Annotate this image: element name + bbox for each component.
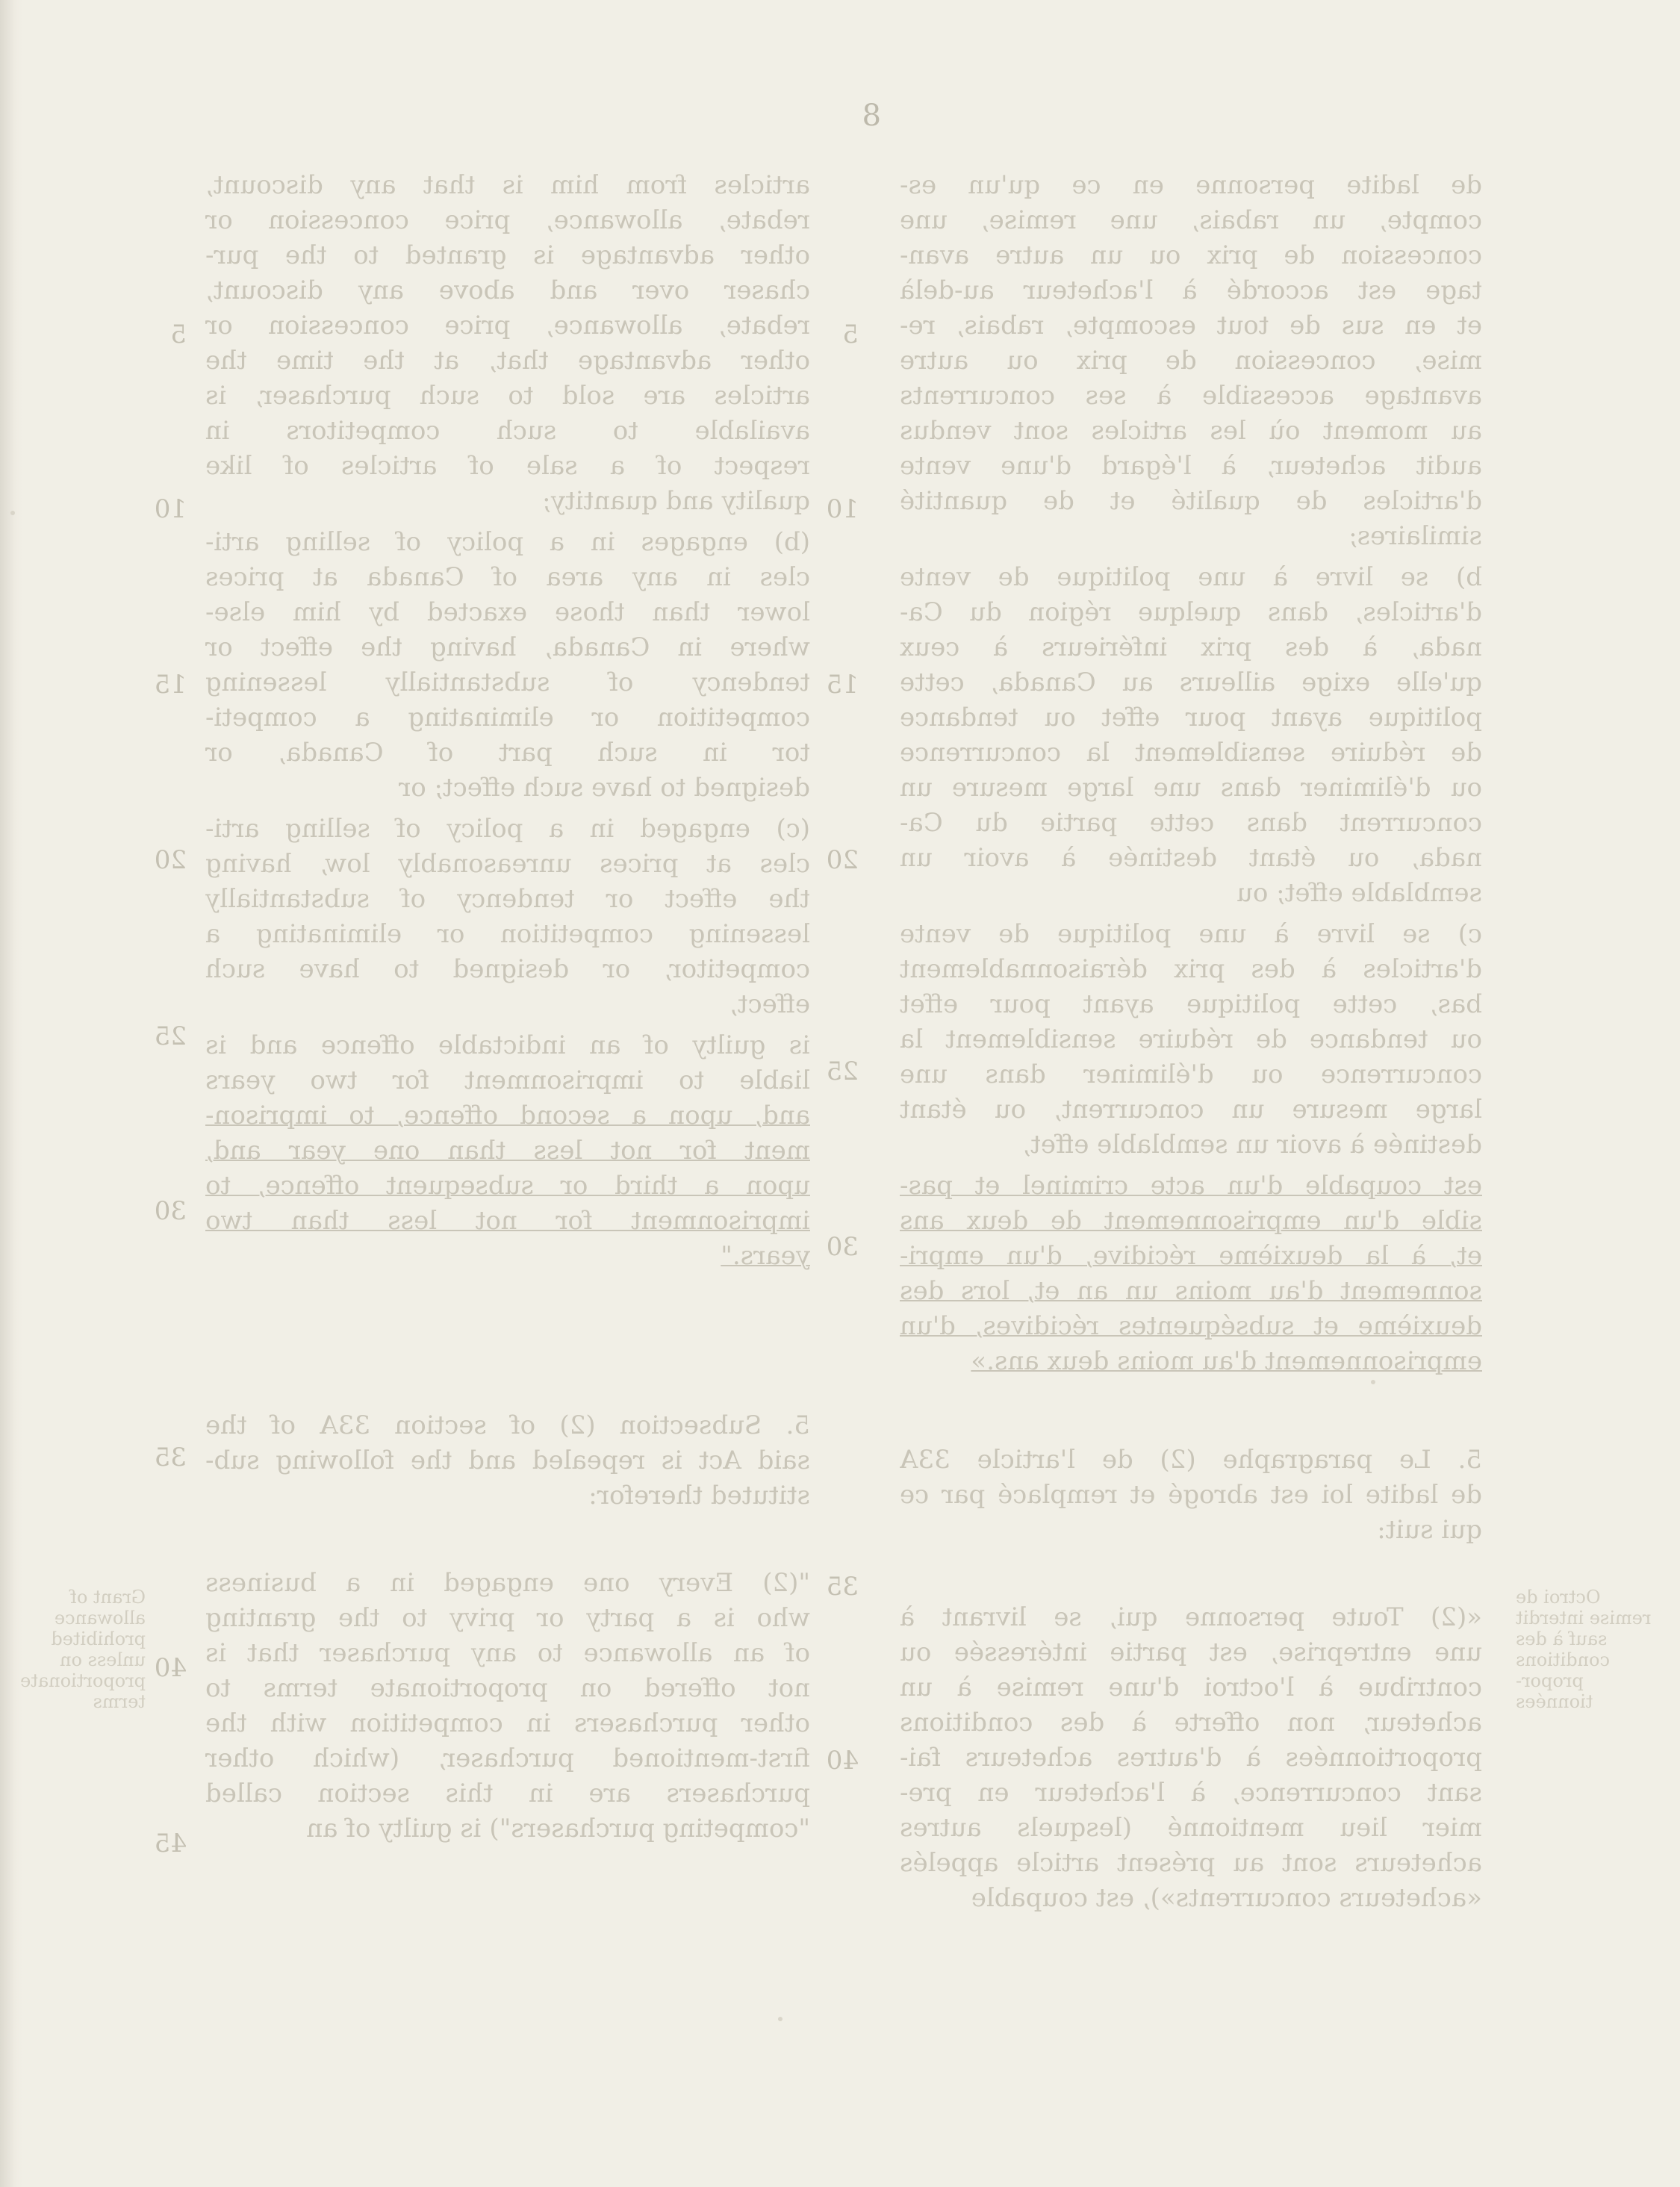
english-margin-note: Grant of allowance prohibited unless on proportionate terms (20, 1587, 146, 1712)
text-line: bas, cette politique ayant pour effet (900, 989, 1482, 1019)
text-line: acheteur, non offerte à des conditions (900, 1708, 1482, 1738)
text-line: «acheteurs concurrents»), est coupable (971, 1883, 1482, 1913)
text-line: nada, ou étant destinée à avoir un (900, 843, 1482, 873)
text-line: similaires; (1348, 521, 1482, 551)
text-line: cles in any area of Canada at prices (205, 562, 810, 592)
text-line: competitor, or designed to have such (205, 954, 810, 984)
text-line: de ladite personne en ce qu'un es- (900, 170, 1482, 200)
line-number: 40 (826, 1746, 859, 1776)
text-line: first-mentioned purchaser, (which other (205, 1743, 810, 1773)
text-line: ou d'éliminer dans une large mesure un (900, 773, 1482, 803)
line-number: 45 (154, 1829, 187, 1858)
text-line: mier lieu mentionné (lesquels autres (900, 1813, 1482, 1843)
line-number: 35 (826, 1572, 859, 1602)
text-line: upon a third or subsequent offence, to (205, 1171, 810, 1201)
text-line: 5. Subsection (2) of section 33A of the (205, 1410, 810, 1440)
speck (1371, 1380, 1375, 1384)
text-line: is guilty of an indictable offence and is (205, 1030, 810, 1060)
text-line: (c) engaged in a policy of selling arti- (205, 814, 810, 844)
text-line: ment for not less than one year and, (205, 1136, 810, 1166)
text-line: est coupable d'un acte criminel et pas- (900, 1171, 1482, 1201)
text-line: said Act is repealed and the following sub- (205, 1446, 810, 1475)
text-line: qu'elle exige ailleurs au Canada, cette (900, 668, 1482, 697)
text-line: et, à la deuxième récidive, d'un empri- (900, 1241, 1482, 1271)
line-number: 15 (826, 670, 859, 700)
text-line: designed to have such effect; or (399, 773, 810, 803)
text-line: imprisonment for not less than two (205, 1206, 810, 1236)
text-line: mise, concession de prix ou autre (900, 346, 1482, 376)
line-number: 25 (154, 1021, 187, 1051)
french-margin-note: Octroi de remise interdit sauf à des conditions propor-tionnées (1516, 1587, 1652, 1712)
text-line: stituted therefor: (588, 1481, 810, 1511)
line-number: 30 (154, 1196, 187, 1226)
text-line: sible d'un emprisonnement de deux ans (900, 1206, 1482, 1236)
text-line: au moment où les articles sont vendus (900, 416, 1482, 446)
text-line: qui suit: (1377, 1515, 1482, 1545)
speck (10, 511, 15, 515)
text-line: "(2) Every one engaged in a business (205, 1568, 810, 1598)
english-text-column (205, 168, 810, 1847)
french-text-column (900, 168, 1482, 1916)
text-line: of an allowance to any purchaser that is (205, 1638, 810, 1668)
text-line: 5. Le paragraphe (2) de l'article 33A (900, 1445, 1482, 1475)
line-number: 5 (170, 320, 187, 349)
text-line: and, upon a second offence, to imprison- (205, 1101, 810, 1130)
text-line: tage est accordé à l'acheteur au-delà (900, 276, 1482, 305)
line-number: 25 (826, 1057, 859, 1086)
text-line: liable to imprisonment for two years (205, 1065, 810, 1095)
text-line: articles from him is that any discount, (205, 170, 810, 200)
text-line: effect, (729, 989, 810, 1019)
text-line: the effect or tendency of substantially (205, 884, 810, 914)
text-line: emprisonnement d'au moins deux ans.» (971, 1346, 1482, 1376)
text-line: "competing purchasers") is guilty of an (306, 1814, 810, 1844)
text-line: avantage accessible à ses concurrents (900, 381, 1482, 411)
text-line: quality and quantity; (542, 486, 810, 516)
text-line: other advantage is granted to the pur- (205, 240, 810, 270)
text-line: acheteurs sont au présent article appelés (900, 1848, 1482, 1878)
line-number: 20 (826, 845, 859, 875)
text-line: b) se livre à une politique de vente (900, 562, 1482, 592)
text-line: respect of a sale of articles of like (205, 451, 810, 481)
line-number: 40 (154, 1653, 187, 1683)
text-line: c) se livre à une politique de vente (900, 919, 1482, 949)
text-line: lower than those exacted by him else- (205, 597, 810, 627)
text-line: other purchasers in competition with the (205, 1708, 810, 1738)
text-line: other advantage that, at the time the (205, 346, 810, 376)
page-number: 8 (862, 99, 881, 133)
text-line: une entreprise, est partie intéressée ou (900, 1637, 1482, 1667)
text-line: competition or eliminating a competi- (205, 703, 810, 732)
text-line: sant concurrence, à l'acheteur en pre- (900, 1778, 1482, 1808)
speck (778, 2017, 783, 2021)
text-line: et en sus de tout escompte, rabais, re- (900, 311, 1482, 340)
line-number: 35 (154, 1443, 187, 1472)
text-line: lessening competition or eliminating a (205, 919, 810, 949)
text-line: contribue à l'octroi d'une remise à un (900, 1673, 1482, 1702)
text-line: sonnement d'au moins un an et, lors des (900, 1276, 1482, 1306)
text-line: articles are sold to such purchaser, is (205, 381, 810, 411)
text-line: compte, un rabais, une remise, une (900, 205, 1482, 235)
text-line: de réduire sensiblement la concurrence (900, 738, 1482, 768)
line-number: 10 (826, 494, 859, 524)
text-line: cles at prices unreasonably low, having (205, 849, 810, 879)
text-line: not offered on proportionate terms to (205, 1673, 810, 1703)
text-line: years." (721, 1241, 810, 1271)
text-line: «(2) Toute personne qui, se livrant à (900, 1602, 1482, 1632)
text-line: concession de prix ou un autre avan- (900, 240, 1482, 270)
text-line: concurrence ou d'éliminer dans une (900, 1060, 1482, 1089)
text-line: large mesure un concurrent, ou étant (900, 1095, 1482, 1124)
text-line: purchasers are in this section called (205, 1779, 810, 1808)
text-line: deuxième et subséquentes récidives, d'un (900, 1311, 1482, 1341)
text-line: available to such competitors in (205, 416, 810, 446)
text-line: d'articles à des prix déraisonnablement (900, 954, 1482, 984)
line-number: 10 (154, 494, 187, 524)
text-line: proportionnées à d'autres acheteurs fai- (900, 1743, 1482, 1773)
text-line: nada, à des prix inférieurs à ceux (900, 632, 1482, 662)
line-number: 5 (842, 320, 859, 349)
text-line: concurrent dans cette partie du Ca- (900, 808, 1482, 838)
text-line: tor in such part of Canada, or (205, 738, 810, 768)
text-line: who is a party or privy to the granting (205, 1603, 810, 1633)
text-line: semblable effet; ou (1236, 878, 1482, 908)
text-line: destinée à avoir un semblable effet, (1022, 1130, 1482, 1160)
text-line: de ladite loi est abrogé et remplacé par ce (900, 1480, 1482, 1510)
text-line: chaser over and above any discount, (205, 276, 810, 305)
text-line: where in Canada, having the effect or (205, 632, 810, 662)
text-line: politique ayant pour effet ou tendance (900, 703, 1482, 732)
text-line: d'articles de qualité et de quantité (900, 486, 1482, 516)
line-number: 20 (154, 845, 187, 875)
text-line: (b) engages in a policy of selling arti- (205, 527, 810, 557)
text-line: ou tendance de réduire sensiblement la (900, 1024, 1482, 1054)
text-line: rebate, allowance, price concession or (205, 311, 810, 340)
text-line: d'articles, dans quelque région du Ca- (900, 597, 1482, 627)
text-line: audit acheteur, à l'égard d'une vente (900, 451, 1482, 481)
text-line: rebate, allowance, price concession or (205, 205, 810, 235)
line-number: 15 (154, 670, 187, 700)
line-number: 30 (826, 1232, 859, 1262)
text-line: tendency of substantially lessening (205, 668, 810, 697)
